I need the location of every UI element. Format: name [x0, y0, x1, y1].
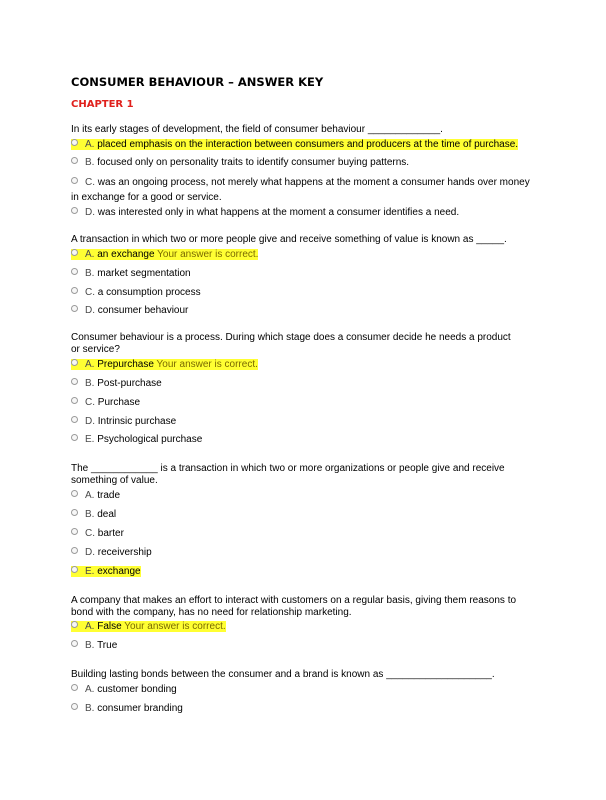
- radio-icon[interactable]: [71, 528, 78, 535]
- question-text: In its early stages of development, the field of consumer behaviour _____________.: [71, 124, 443, 135]
- question-text: Building lasting bonds between the consumer and a brand is known as ___________________.: [71, 669, 495, 680]
- option-text: False: [97, 621, 122, 632]
- feedback-text: Your answer is correct.: [124, 621, 226, 632]
- radio-icon[interactable]: [71, 640, 78, 647]
- radio-icon[interactable]: [71, 177, 78, 184]
- answer-option[interactable]: A. trade: [71, 490, 120, 502]
- radio-icon[interactable]: [71, 566, 78, 573]
- option-text: market segmentation: [97, 268, 191, 279]
- option-text: was interested only in what happens at the moment a consumer identifies a need.: [97, 207, 460, 218]
- answer-option[interactable]: B. deal: [71, 509, 116, 521]
- answer-option[interactable]: C. was an ongoing process, not merely what happens at the moment a consumer hands over money in exchange for a good or service.: [71, 177, 530, 203]
- answer-option[interactable]: B. focused only on personality traits to identify consumer buying patterns.: [71, 157, 409, 169]
- radio-icon[interactable]: [71, 509, 78, 516]
- radio-icon[interactable]: [71, 490, 78, 497]
- option-text: trade: [97, 490, 121, 501]
- option-text: True: [97, 640, 118, 651]
- chapter-heading: CHAPTER 1: [71, 99, 134, 110]
- answer-option[interactable]: A. customer bonding: [71, 684, 177, 696]
- answer-option[interactable]: D. was interested only in what happens at the moment a consumer identifies a need.: [71, 207, 459, 219]
- answer-option[interactable]: A. an exchange Your answer is correct.: [71, 249, 258, 261]
- question-text: The ____________ is a transaction in which two or more organizations or people give and receive something of value.: [71, 463, 505, 486]
- answer-option[interactable]: A. Prepurchase Your answer is correct.: [71, 359, 258, 371]
- option-text: Intrinsic purchase: [97, 416, 177, 427]
- answer-option[interactable]: D. consumer behaviour: [71, 305, 188, 317]
- option-text: Purchase: [97, 397, 141, 408]
- answer-option[interactable]: B. market segmentation: [71, 268, 191, 280]
- radio-icon[interactable]: [71, 621, 78, 628]
- radio-icon[interactable]: [71, 268, 78, 275]
- option-text: focused only on personality traits to identify consumer buying patterns.: [97, 157, 410, 168]
- radio-icon[interactable]: [71, 547, 78, 554]
- option-text: exchange: [97, 566, 141, 577]
- option-text: consumer branding: [97, 703, 183, 714]
- radio-icon[interactable]: [71, 305, 78, 312]
- option-text: a consumption process: [97, 287, 201, 298]
- option-text: receivership: [97, 547, 152, 558]
- page-title: CONSUMER BEHAVIOUR – ANSWER KEY: [71, 75, 324, 89]
- answer-option[interactable]: B. consumer branding: [71, 703, 183, 715]
- answer-option[interactable]: D. receivership: [71, 547, 152, 559]
- radio-icon[interactable]: [71, 359, 78, 366]
- option-text: Psychological purchase: [97, 434, 203, 445]
- radio-icon[interactable]: [71, 249, 78, 256]
- question-text: A transaction in which two or more people give and receive something of value is known as _____.: [71, 234, 507, 245]
- option-text: customer bonding: [97, 684, 177, 695]
- radio-icon[interactable]: [71, 157, 78, 164]
- option-text: placed emphasis on the interaction between consumers and producers at the time of purchase.: [97, 139, 519, 150]
- answer-option[interactable]: E. Psychological purchase: [71, 434, 202, 446]
- answer-option[interactable]: C. Purchase: [71, 397, 140, 409]
- option-text: an exchange: [97, 249, 155, 260]
- question-text: Consumer behaviour is a process. During which stage does a consumer decide he needs a product or service?: [71, 332, 511, 355]
- feedback-text: Your answer is correct.: [156, 359, 258, 370]
- radio-icon[interactable]: [71, 684, 78, 691]
- option-text: consumer behaviour: [97, 305, 189, 316]
- radio-icon[interactable]: [71, 434, 78, 441]
- radio-icon[interactable]: [71, 703, 78, 710]
- radio-icon[interactable]: [71, 397, 78, 404]
- option-text: barter: [97, 528, 124, 539]
- answer-option[interactable]: A. False Your answer is correct.: [71, 621, 226, 633]
- answer-option[interactable]: E. exchange: [71, 566, 141, 578]
- radio-icon[interactable]: [71, 207, 78, 214]
- radio-icon[interactable]: [71, 416, 78, 423]
- option-text: Post-purchase: [97, 378, 162, 389]
- radio-icon[interactable]: [71, 378, 78, 385]
- radio-icon[interactable]: [71, 139, 78, 146]
- feedback-text: Your answer is correct.: [157, 249, 259, 260]
- answer-option[interactable]: C. barter: [71, 528, 124, 540]
- radio-icon[interactable]: [71, 287, 78, 294]
- answer-option[interactable]: D. Intrinsic purchase: [71, 416, 176, 428]
- answer-option[interactable]: B. True: [71, 640, 117, 652]
- option-text: deal: [97, 509, 117, 520]
- answer-option[interactable]: A. placed emphasis on the interaction between consumers and producers at the time of purchase.: [71, 139, 518, 151]
- option-text: Prepurchase: [97, 359, 154, 370]
- option-text: was an ongoing process, not merely what happens at the moment a consumer hands over money in exchange for a good or service.: [71, 177, 530, 203]
- question-text: A company that makes an effort to interact with customers on a regular basis, giving them reasons to bond with the company, has no need for relationship marketing.: [71, 595, 517, 618]
- answer-option[interactable]: C. a consumption process: [71, 287, 201, 299]
- answer-option[interactable]: B. Post-purchase: [71, 378, 162, 390]
